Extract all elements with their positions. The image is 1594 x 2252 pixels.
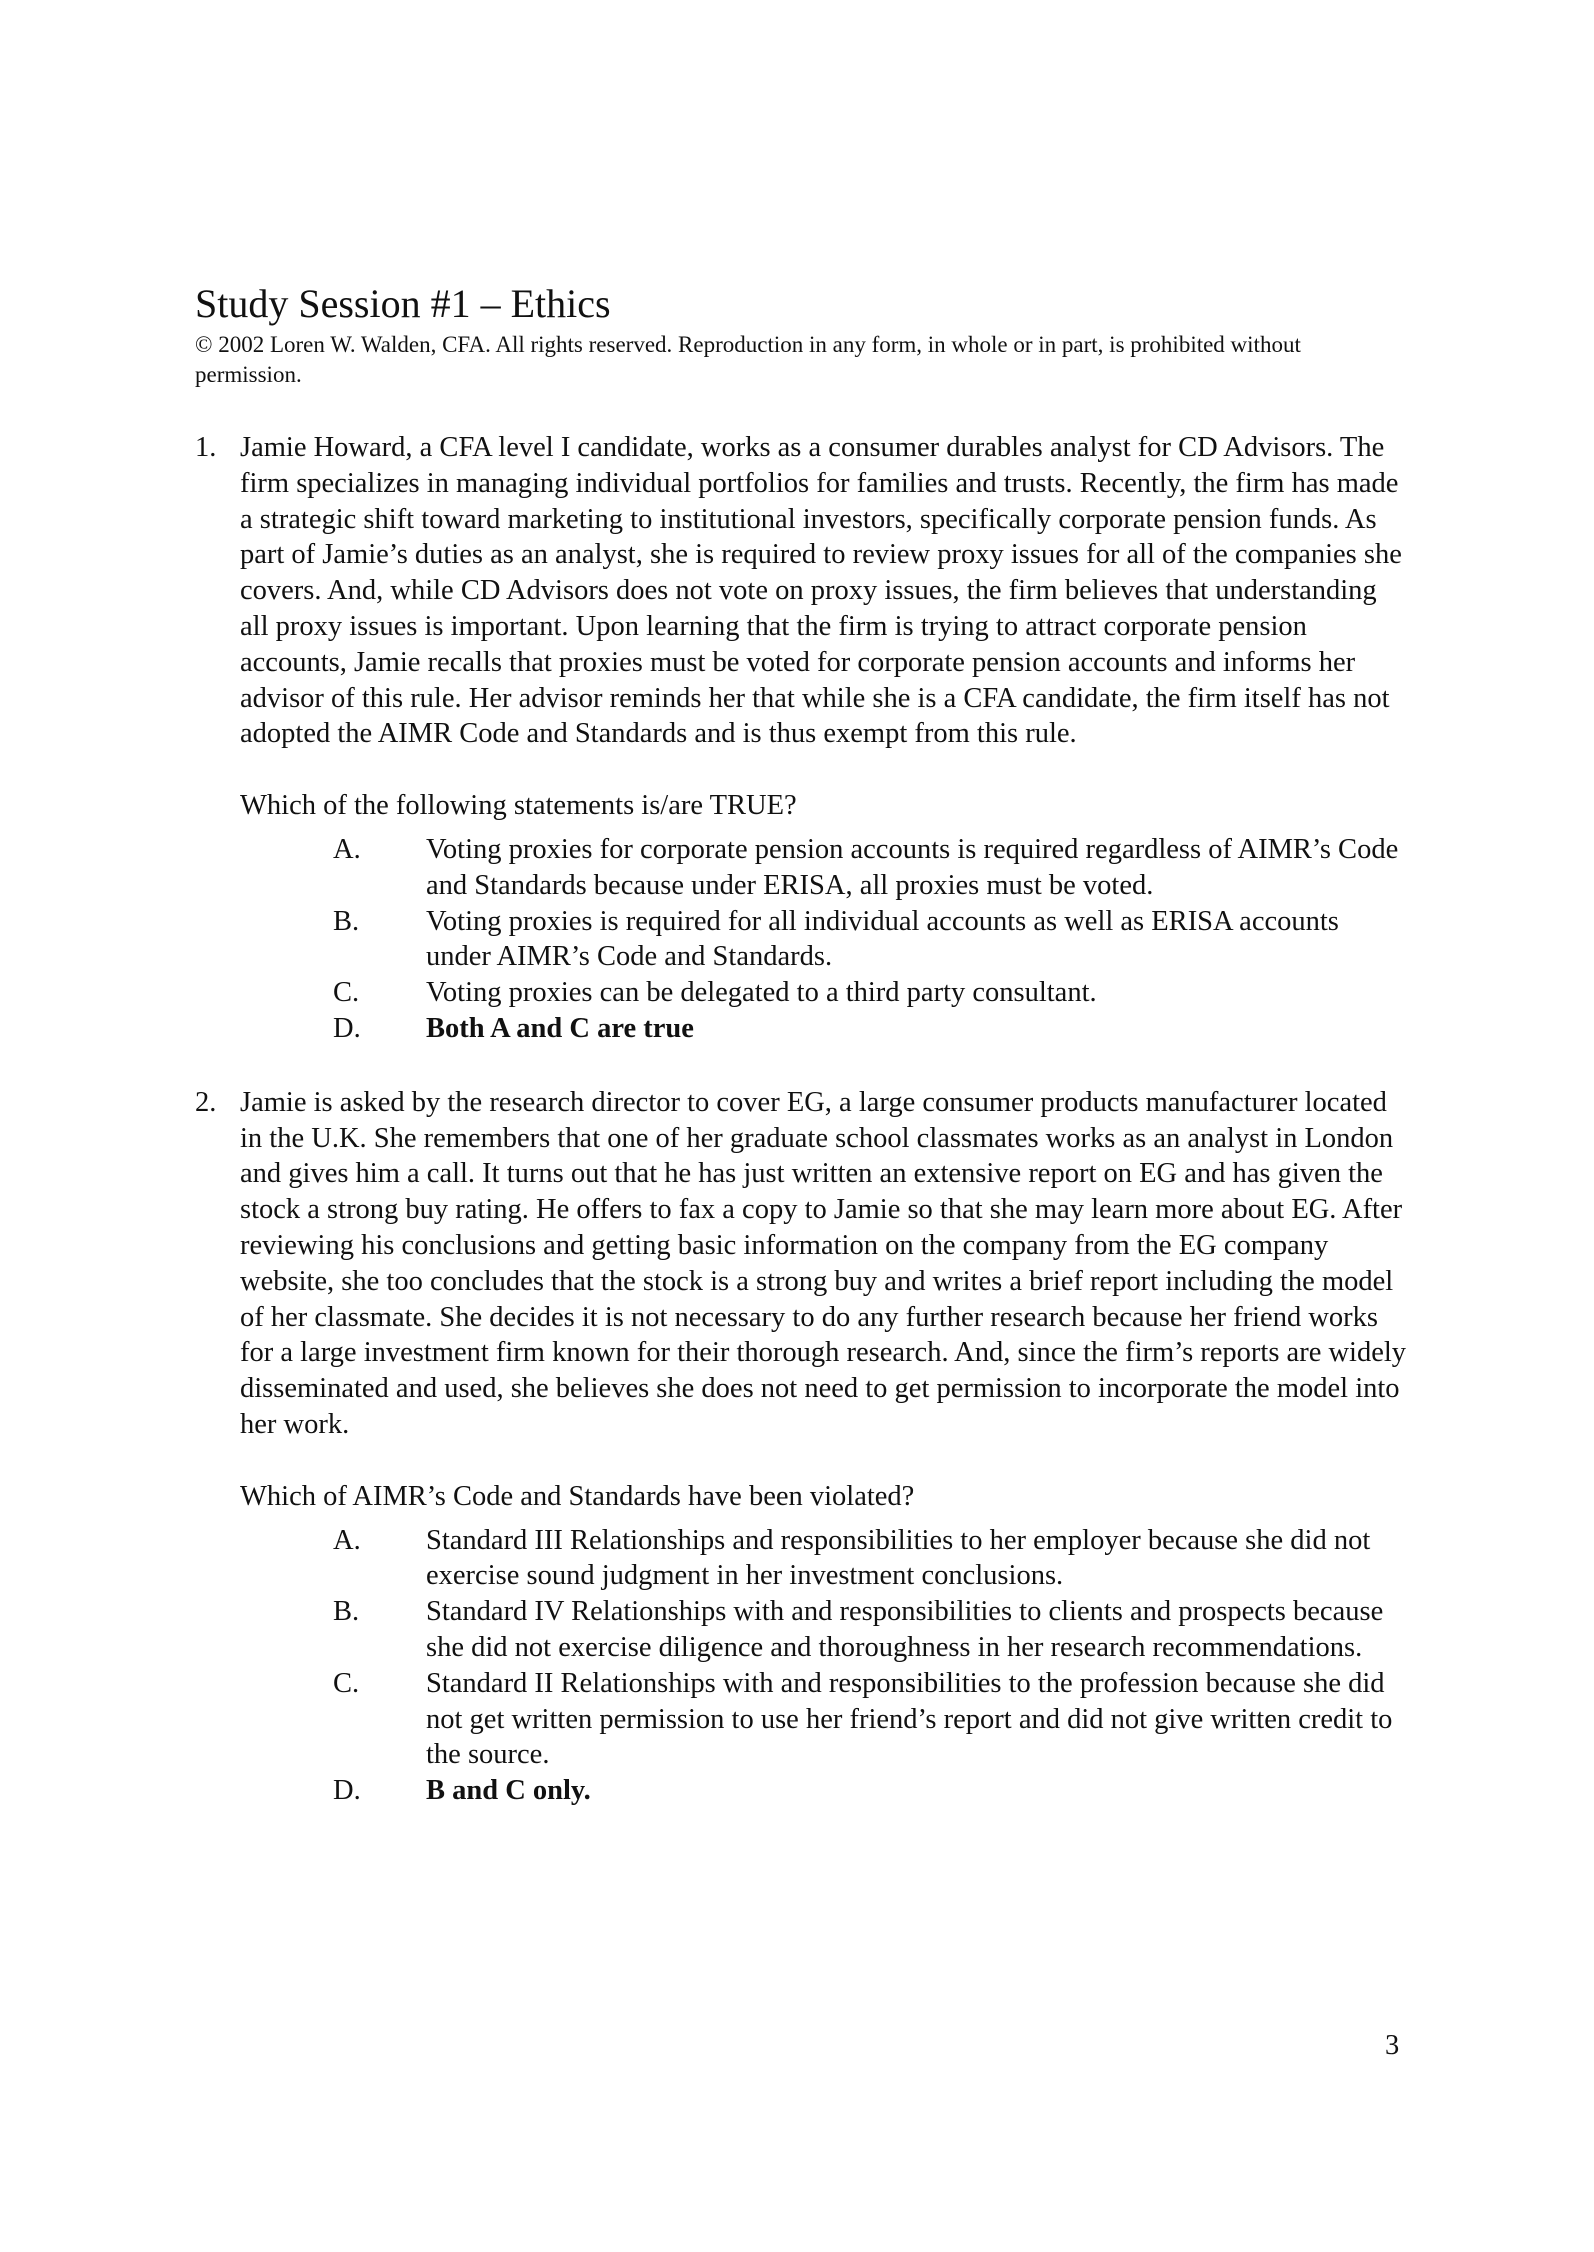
answer-options [240,1523,1410,1809]
option-letter: D. [333,1775,361,1807]
page-number: 3 [1385,2030,1400,2061]
option-d-correct-answer [240,1773,1410,1809]
option-letter: A. [333,833,361,865]
question-prompt: Which of the following statements is/are TRUE? [240,790,797,822]
option-a [240,832,1410,904]
question-text: Jamie Howard, a CFA level I candidate, works as a consumer durables analyst for CD Advisors. The firm specializes in managing individual portfolios for families and trusts. Recently, the firm has made a strategic shift toward marketing to institutional investors, specifically corporate pension funds. As part of Jamie’s duties as an analyst, she is required to review proxy issues for all of the companies she covers. And, while CD Advisors does not vote on proxy issues, the firm believes that understanding all proxy issues is important. Upon learning that the firm is trying to attract corporate pension accounts, Jamie recalls that proxies must be voted for corporate pension accounts and informs her advisor of this rule. Her advisor reminds her that while she is a CFA candidate, the firm itself has not adopted the AIMR Code and Standards and is thus exempt from this rule. [240,432,1402,750]
option-c [240,975,1410,1011]
question-2 [195,1085,1410,1809]
option-letter: C. [333,1667,360,1699]
option-text: Standard IV Relationships with and responsibilities to clients and prospects because she did not exercise diligence and thoroughness in her research recommendations. [426,1596,1384,1663]
option-letter: D. [333,1012,361,1044]
document-page [195,280,1410,1809]
answer-options [240,832,1410,1047]
question-1 [195,430,1410,1047]
question-number: 2. [195,1086,217,1118]
option-letter: A. [333,1524,361,1556]
option-a [240,1523,1410,1595]
option-text: Standard II Relationships with and responsibilities to the profession because she did not get written permission to use her friend’s report and did not give written credit to the source. [426,1667,1393,1771]
copyright-notice: © 2002 Loren W. Walden, CFA. All rights reserved. Reproduction in any form, in whole or in part, is prohibited without permission. [195,332,1301,387]
question-text: Jamie is asked by the research director to cover EG, a large consumer products manufacturer located in the U.K. She remembers that one of her graduate school classmates works as an analyst in London and gives him a call. It turns out that he has just written an extensive report on EG and has given the stock a strong buy rating. He offers to fax a copy to Jamie so that she may learn more about EG. After reviewing his conclusions and getting basic information on the company from the EG company website, she too concludes that the stock is a strong buy and writes a brief report including the model of her classmate. She decides it is not necessary to do any further research because her friend works for a large investment firm known for their thorough research. And, since the firm’s reports are widely disseminated and used, she believes she does not need to get permission to incorporate the model into her work. [240,1086,1407,1440]
option-text: Both A and C are true [426,1012,694,1044]
option-c [240,1666,1410,1773]
option-letter: C. [333,977,360,1009]
option-text: Standard III Relationships and responsibilities to her employer because she did not exercise sound judgment in her investment conclusions. [426,1524,1371,1592]
option-text: Voting proxies is required for all individual accounts as well as ERISA accounts under AIMR’s Code and Standards. [426,905,1339,973]
option-b [240,904,1410,976]
option-letter: B. [333,905,360,937]
option-letter: B. [333,1596,360,1628]
question-number: 1. [195,432,217,463]
option-b [240,1594,1410,1666]
option-text: Voting proxies for corporate pension accounts is required regardless of AIMR’s Code and Standards because under ERISA, all proxies must be voted. [426,833,1399,901]
option-text: Voting proxies can be delegated to a third party consultant. [426,977,1097,1009]
option-d-correct-answer [240,1011,1410,1047]
option-text: B and C only. [426,1775,591,1807]
question-prompt: Which of AIMR’s Code and Standards have been violated? [240,1480,915,1512]
page-title: Study Session #1 – Ethics [195,281,611,326]
